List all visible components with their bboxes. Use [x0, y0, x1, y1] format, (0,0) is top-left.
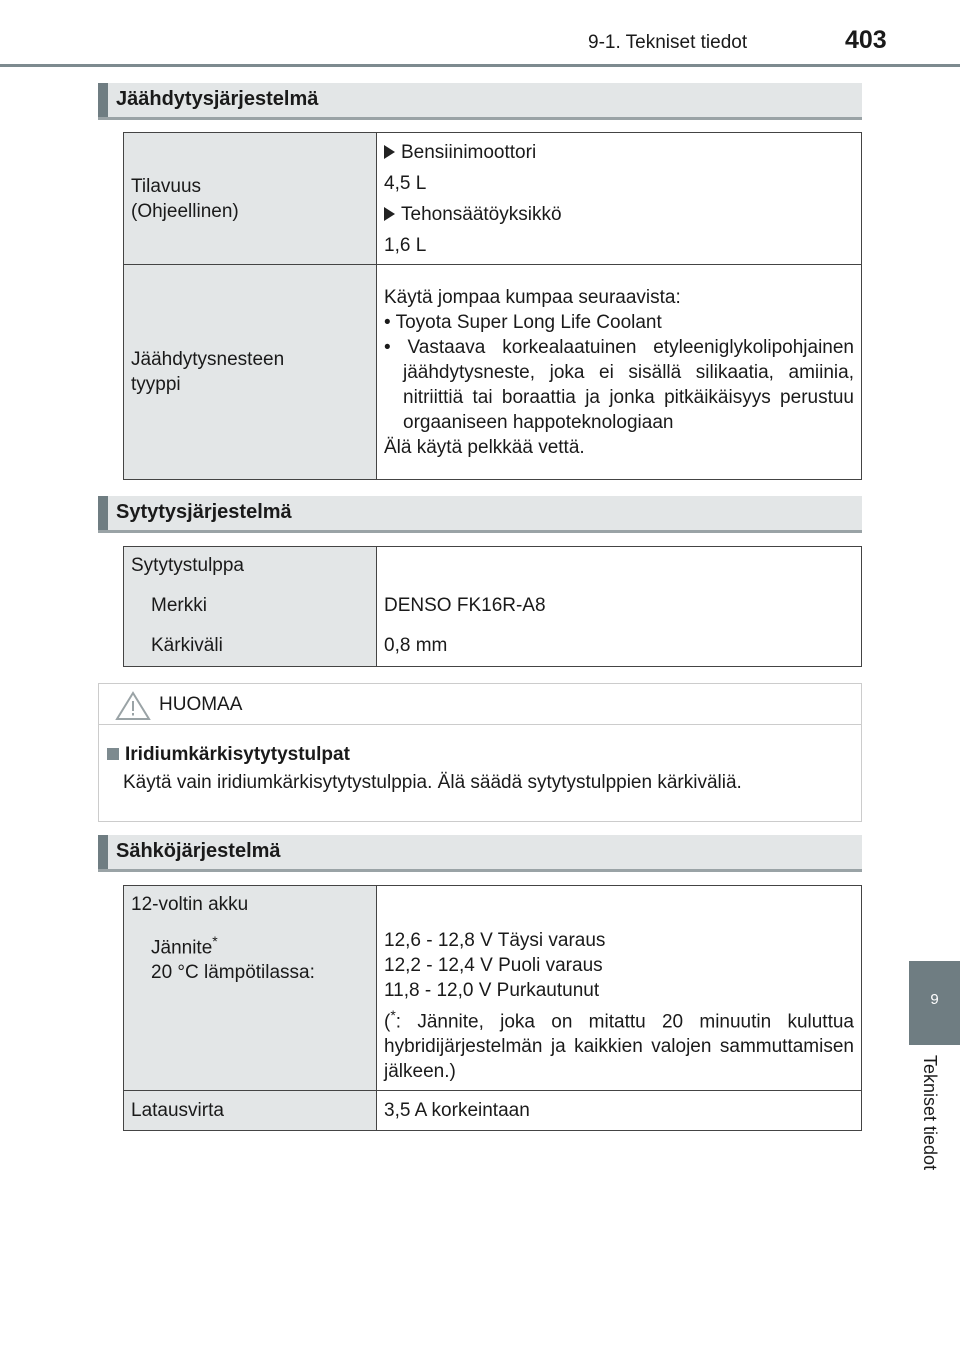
- triangle-bullet-icon: [384, 145, 395, 159]
- ignition-heading: Sytytysjärjestelmä: [98, 496, 862, 533]
- chapter-label: Tekniset tiedot: [920, 1055, 940, 1171]
- ignition-table: [123, 546, 862, 667]
- battery-label: 12-voltin akku Jännite* 20 °C lämpötilassa:: [124, 886, 377, 1091]
- chapter-number: 9: [930, 991, 939, 1008]
- page-number: 403: [845, 26, 887, 54]
- charge-current-value: 3,5 A korkeintaan: [377, 1091, 862, 1131]
- notice-box: [98, 683, 862, 822]
- square-bullet-icon: [107, 748, 119, 760]
- capacity-values: Bensiinimoottori 4,5 L Tehonsäätöyksikkö 1,6 L: [377, 133, 862, 265]
- electrical-table: [123, 885, 862, 1131]
- section-title: 9-1. Tekniset tiedot: [588, 32, 748, 53]
- battery-values: 12,6 - 12,8 V Täysi varaus 12,2 - 12,4 V Puoli varaus 11,8 - 12,0 V Purkautunut (*: Jännite, joka on mitattu 20 minuutin kuluttua hybridijärjestelmän ja kaikkien valojen sammuttamisen jälkeen.): [377, 886, 862, 1091]
- triangle-bullet-icon: [384, 207, 395, 221]
- warning-icon: [115, 691, 151, 721]
- capacity-label: Tilavuus (Ohjeellinen): [124, 133, 377, 265]
- spark-plug-label: Sytytystulppa Merkki Kärkiväli: [124, 547, 377, 667]
- cooling-heading: Jäähdytysjärjestelmä: [98, 83, 862, 120]
- notice-title: Iridiumkärkisytytystulpat: [107, 744, 350, 766]
- cooling-table: [123, 132, 862, 480]
- notice-label: HUOMAA: [159, 694, 243, 715]
- coolant-type-label: Jäähdytysnesteen tyyppi: [124, 265, 377, 480]
- chapter-tab: [909, 961, 960, 1045]
- electrical-heading: Sähköjärjestelmä: [98, 835, 862, 872]
- page-header: [0, 0, 960, 68]
- spark-plug-values: DENSO FK16R-A8 0,8 mm: [377, 547, 862, 667]
- coolant-type-values: Käytä jompaa kumpaa seuraavista: • Toyota Super Long Life Coolant • Vastaava korkealaatuinen etyleeniglykolipohjainen jäähdytysneste, joka ei sisällä silikaatia, amiinia, nitriittiä tai boraattia ja jonka pitkäikäisyys perustuu orgaaniseen happoteknologiaan Älä käytä pelkkää vettä.: [377, 265, 862, 480]
- charge-current-label: Latausvirta: [124, 1091, 377, 1131]
- header-rule: [0, 64, 960, 67]
- notice-body: Käytä vain iridiumkärkisytytystulppia. Älä säädä sytytystulppien kärkiväliä.: [123, 772, 742, 793]
